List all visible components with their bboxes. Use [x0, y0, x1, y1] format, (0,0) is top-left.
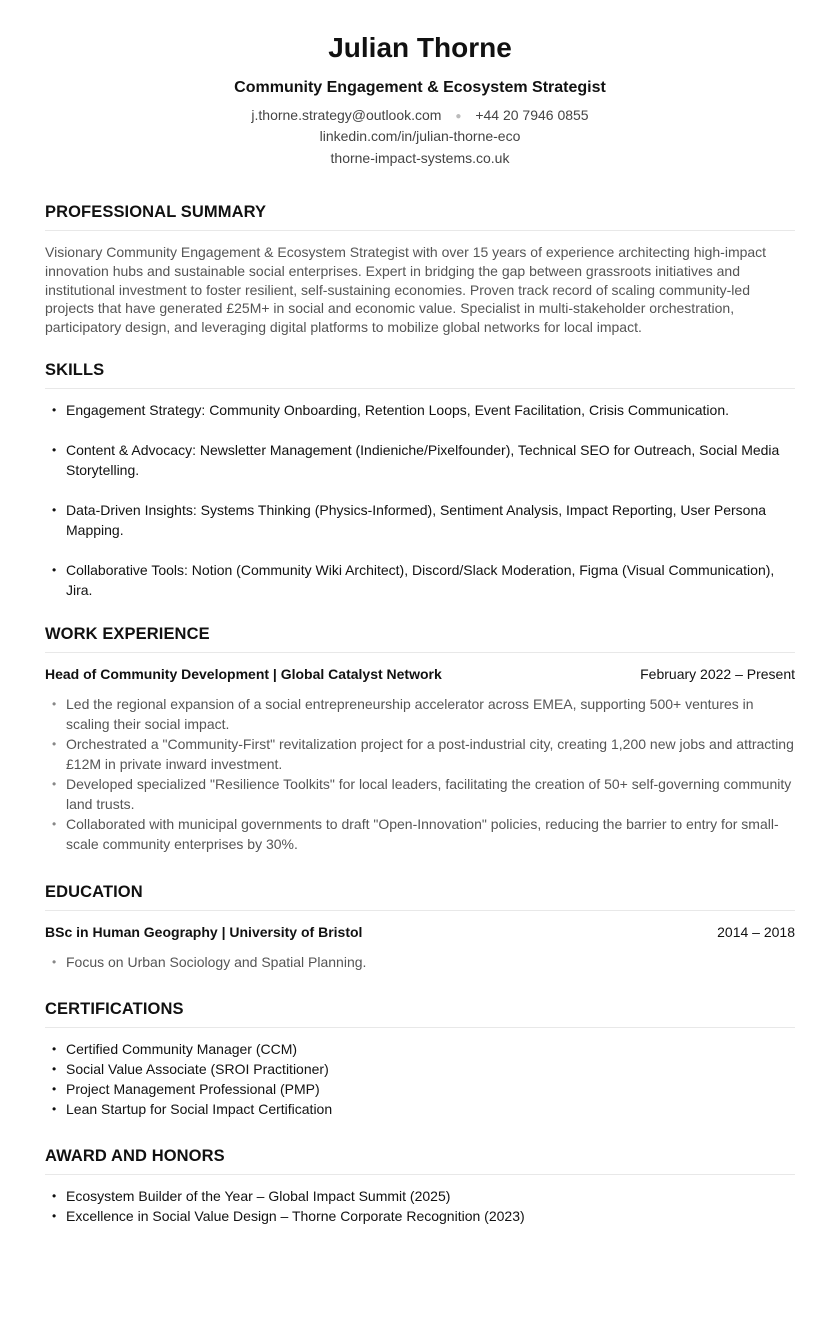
website-link[interactable]: thorne-impact-systems.co.uk: [330, 150, 510, 166]
section-divider: [45, 1174, 795, 1175]
summary-text: Visionary Community Engagement & Ecosystem Strategist with over 15 years of experience architecting high-impact innovation hubs and sustainable social enterprises. Expert in bridging the gap between grassroots initiatives and institutional investment to foster resilient, self-sustaining economies. Proven track record of scaling community-led projects that have generated £25M+ in social and economic value. Specialist in multi-stakeholder orchestration, participatory design, and leveraging digital platforms to mobilize global networks for local impact.: [45, 244, 767, 336]
list-item: • Excellence in Social Value Design – Thorne Corporate Recognition (2023): [52, 1208, 525, 1224]
experience-section: [45, 623, 795, 854]
skills-section: [45, 359, 795, 600]
list-item: • Ecosystem Builder of the Year – Global Impact Summit (2025): [52, 1188, 451, 1204]
job-header: [45, 664, 795, 684]
summary-section: [45, 201, 795, 337]
email-link[interactable]: j.thorne.strategy@outlook.com: [251, 107, 442, 123]
job-bullets: [45, 694, 795, 854]
certifications-section: [45, 998, 795, 1119]
list-item: • Content & Advocacy: Newsletter Management (Indieniche/Pixelfounder), Technical SEO for Outreach, Social Media Storytelling.: [52, 442, 780, 478]
bullet-icon: •: [52, 817, 57, 831]
section-divider: [45, 652, 795, 653]
section-title: AWARD AND HONORS: [45, 1147, 225, 1165]
section-title: SKILLS: [45, 361, 105, 379]
bullet-icon: •: [52, 1189, 57, 1203]
bullet-icon: •: [52, 955, 57, 969]
bullet-icon: •: [52, 443, 57, 457]
education-header: [45, 922, 795, 942]
list-item: • Developed specialized "Resilience Toolkits" for local leaders, facilitating the creation of 50+ self-governing community land trusts.: [52, 776, 792, 812]
degree-title: BSc in Human Geography | University of Bristol: [45, 924, 363, 940]
section-title: CERTIFICATIONS: [45, 1000, 184, 1018]
section-title: WORK EXPERIENCE: [45, 625, 210, 643]
bullet-icon: •: [52, 1082, 57, 1096]
contact-row: [45, 105, 795, 127]
candidate-title: Community Engagement & Ecosystem Strategist: [234, 79, 606, 96]
section-divider: [45, 230, 795, 231]
list-item: • Certified Community Manager (CCM): [52, 1041, 298, 1057]
section-title: PROFESSIONAL SUMMARY: [45, 203, 267, 221]
list-item: • Social Value Associate (SROI Practitioner): [52, 1061, 329, 1077]
section-divider: [45, 388, 795, 389]
bullet-icon: •: [52, 697, 57, 711]
awards-list: [45, 1186, 795, 1226]
candidate-name: Julian Thorne: [328, 32, 512, 63]
list-item: • Project Management Professional (PMP): [52, 1081, 320, 1097]
job-title: Head of Community Development | Global Catalyst Network: [45, 666, 442, 682]
bullet-icon: •: [52, 777, 57, 791]
bullet-icon: •: [52, 563, 57, 577]
bullet-icon: •: [52, 737, 57, 751]
education-bullets: [45, 952, 795, 972]
section-divider: [45, 1027, 795, 1028]
education-date: 2014 – 2018: [717, 924, 795, 940]
list-item: • Data-Driven Insights: Systems Thinking (Physics-Informed), Sentiment Analysis, Impact Reporting, User Persona Mapping.: [52, 502, 767, 538]
list-item: • Led the regional expansion of a social entrepreneurship accelerator across EMEA, supporting 500+ ventures in scaling their social impact.: [52, 696, 754, 732]
bullet-icon: •: [52, 503, 57, 517]
list-item: • Engagement Strategy: Community Onboarding, Retention Loops, Event Facilitation, Crisis Communication.: [52, 402, 729, 418]
bullet-icon: •: [52, 1062, 57, 1076]
education-section: [45, 881, 795, 972]
bullet-icon: •: [52, 1209, 57, 1223]
job-date: February 2022 – Present: [640, 666, 795, 682]
list-item: • Orchestrated a "Community-First" revitalization project for a post-industrial city, creating 1,200 new jobs and attracting £12M in private inward investment.: [52, 736, 794, 772]
phone-number[interactable]: +44 20 7946 0855: [475, 107, 589, 123]
list-item: • Collaborated with municipal governments to draft "Open-Innovation" policies, reducing the barrier to entry for small-scale community enterprises by 30%.: [52, 816, 779, 852]
list-item: • Lean Startup for Social Impact Certification: [52, 1101, 333, 1117]
linkedin-link[interactable]: linkedin.com/in/julian-thorne-eco: [319, 128, 521, 144]
awards-section: [45, 1145, 795, 1226]
section-divider: [45, 910, 795, 911]
list-item: • Collaborative Tools: Notion (Community Wiki Architect), Discord/Slack Moderation, Figma (Visual Communication), Jira.: [52, 562, 775, 598]
bullet-icon: •: [52, 403, 57, 417]
section-title: EDUCATION: [45, 883, 143, 901]
list-item: • Focus on Urban Sociology and Spatial Planning.: [52, 954, 367, 970]
bullet-icon: •: [52, 1102, 57, 1116]
separator-dot-icon: ●: [455, 111, 462, 122]
bullet-icon: •: [52, 1042, 57, 1056]
skills-list: [45, 400, 795, 600]
certifications-list: [45, 1039, 795, 1119]
